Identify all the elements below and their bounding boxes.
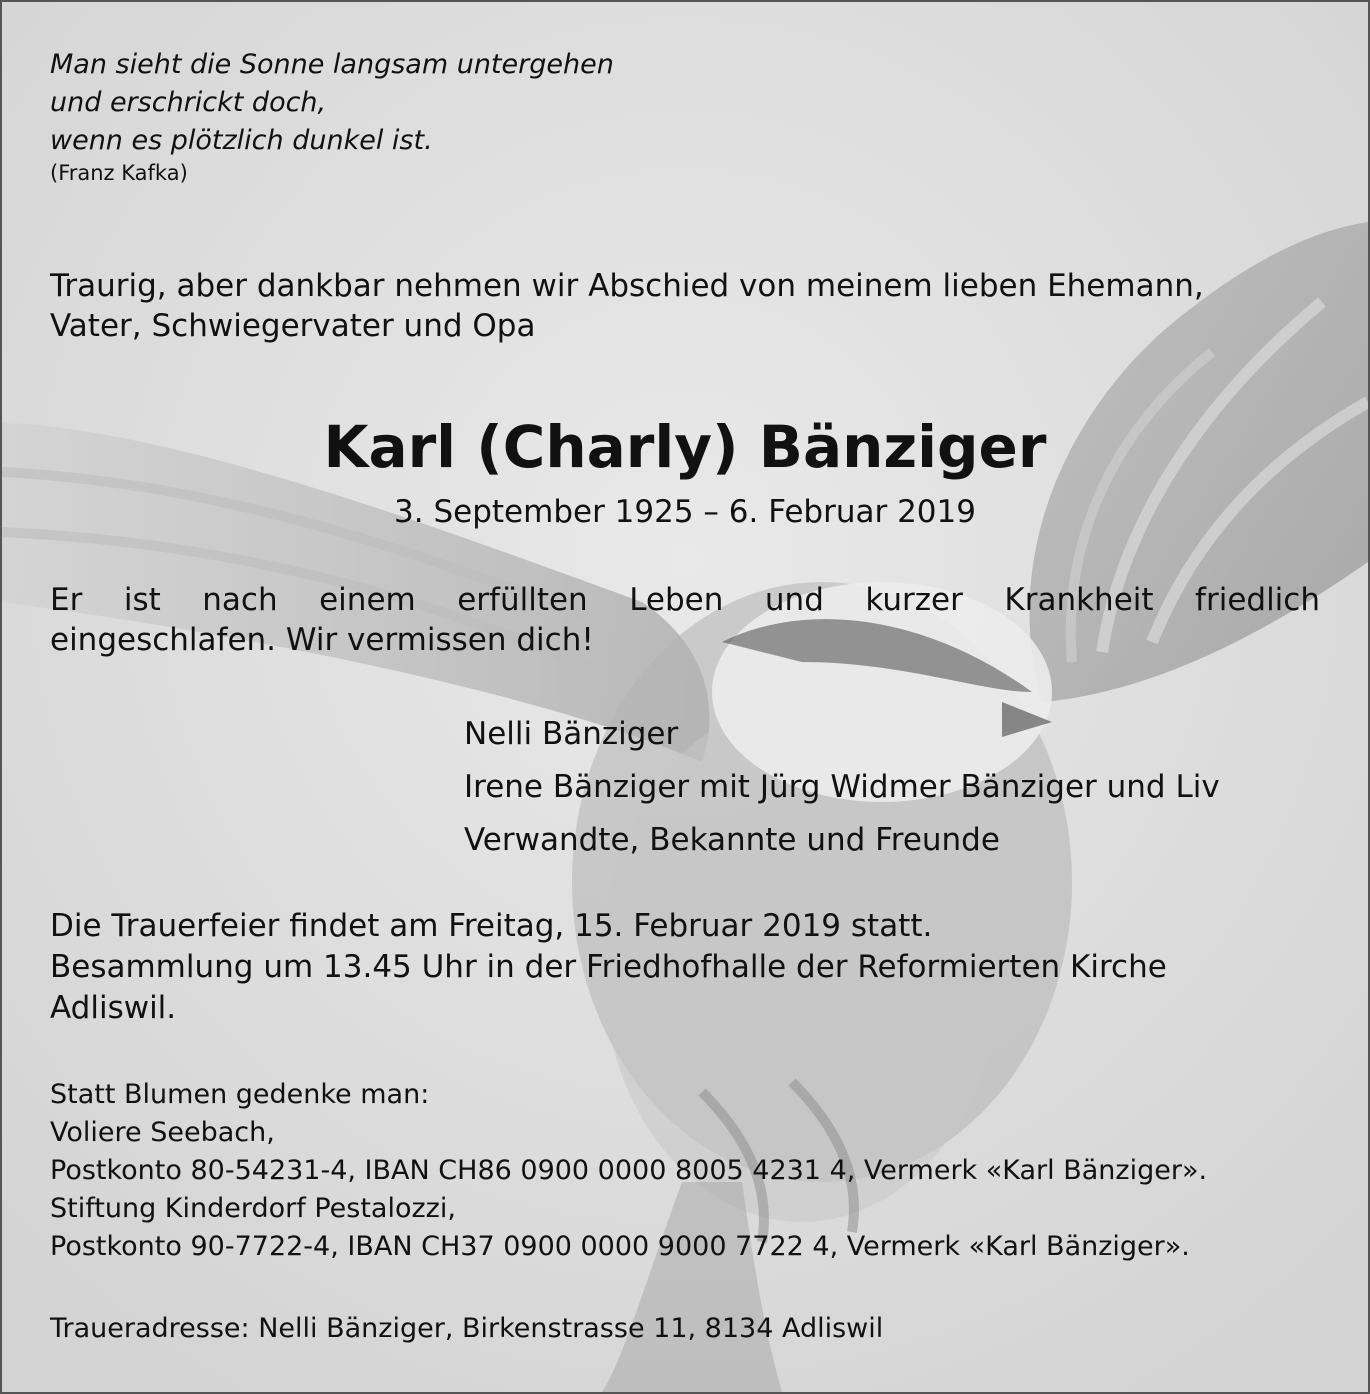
life-text-line: eingeschlafen. Wir vermissen dich!	[50, 622, 594, 658]
obituary-content	[2, 2, 1368, 1392]
poem-line: und erschrickt doch,	[50, 87, 327, 118]
deceased-name: Karl (Charly) Bänziger	[323, 413, 1047, 481]
ceremony-line: Adliswil.	[50, 990, 177, 1026]
life-dates: 3. September 1925 – 6. Februar 2019	[394, 494, 976, 530]
intro-line: Vater, Schwiegervater und Opa	[50, 308, 536, 344]
donation-line: Voliere Seebach,	[50, 1117, 275, 1148]
poem	[50, 46, 614, 160]
ceremony-line: Besammlung um 13.45 Uhr in der Friedhofhalle der Reformierten Kirche	[50, 949, 1167, 985]
donation-info	[50, 1076, 1207, 1266]
intro-text	[50, 266, 1204, 346]
mourners-list	[464, 708, 1220, 867]
mourner-item: Verwandte, Bekannte und Freunde	[464, 822, 1000, 858]
poem-author: (Franz Kafka)	[50, 161, 188, 185]
ceremony-info	[50, 906, 1167, 1029]
donation-line: Statt Blumen gedenke man:	[50, 1079, 430, 1110]
donation-line: Postkonto 90-7722-4, IBAN CH37 0900 0000 9000 7722 4, Vermerk «Karl Bänziger».	[50, 1231, 1190, 1262]
poem-line: wenn es plötzlich dunkel ist.	[50, 125, 433, 156]
mourner-item: Nelli Bänziger	[464, 716, 679, 752]
mourning-address: Traueradresse: Nelli Bänziger, Birkenstrasse 11, 8134 Adliswil	[50, 1313, 884, 1344]
poem-line: Man sieht die Sonne langsam untergehen	[50, 49, 614, 80]
intro-line: Traurig, aber dankbar nehmen wir Abschied von meinem lieben Ehemann,	[50, 268, 1204, 304]
ceremony-line: Die Trauerfeier findet am Freitag, 15. Februar 2019 statt.	[50, 908, 933, 944]
life-text-line: Er ist nach einem erfüllten Leben und kurzer Krankheit friedlich	[50, 582, 1320, 618]
donation-line: Postkonto 80-54231-4, IBAN CH86 0900 0000 8005 4231 4, Vermerk «Karl Bänziger».	[50, 1155, 1208, 1186]
mourner-item: Irene Bänziger mit Jürg Widmer Bänziger und Liv	[464, 769, 1220, 805]
donation-line: Stiftung Kinderdorf Pestalozzi,	[50, 1193, 456, 1224]
